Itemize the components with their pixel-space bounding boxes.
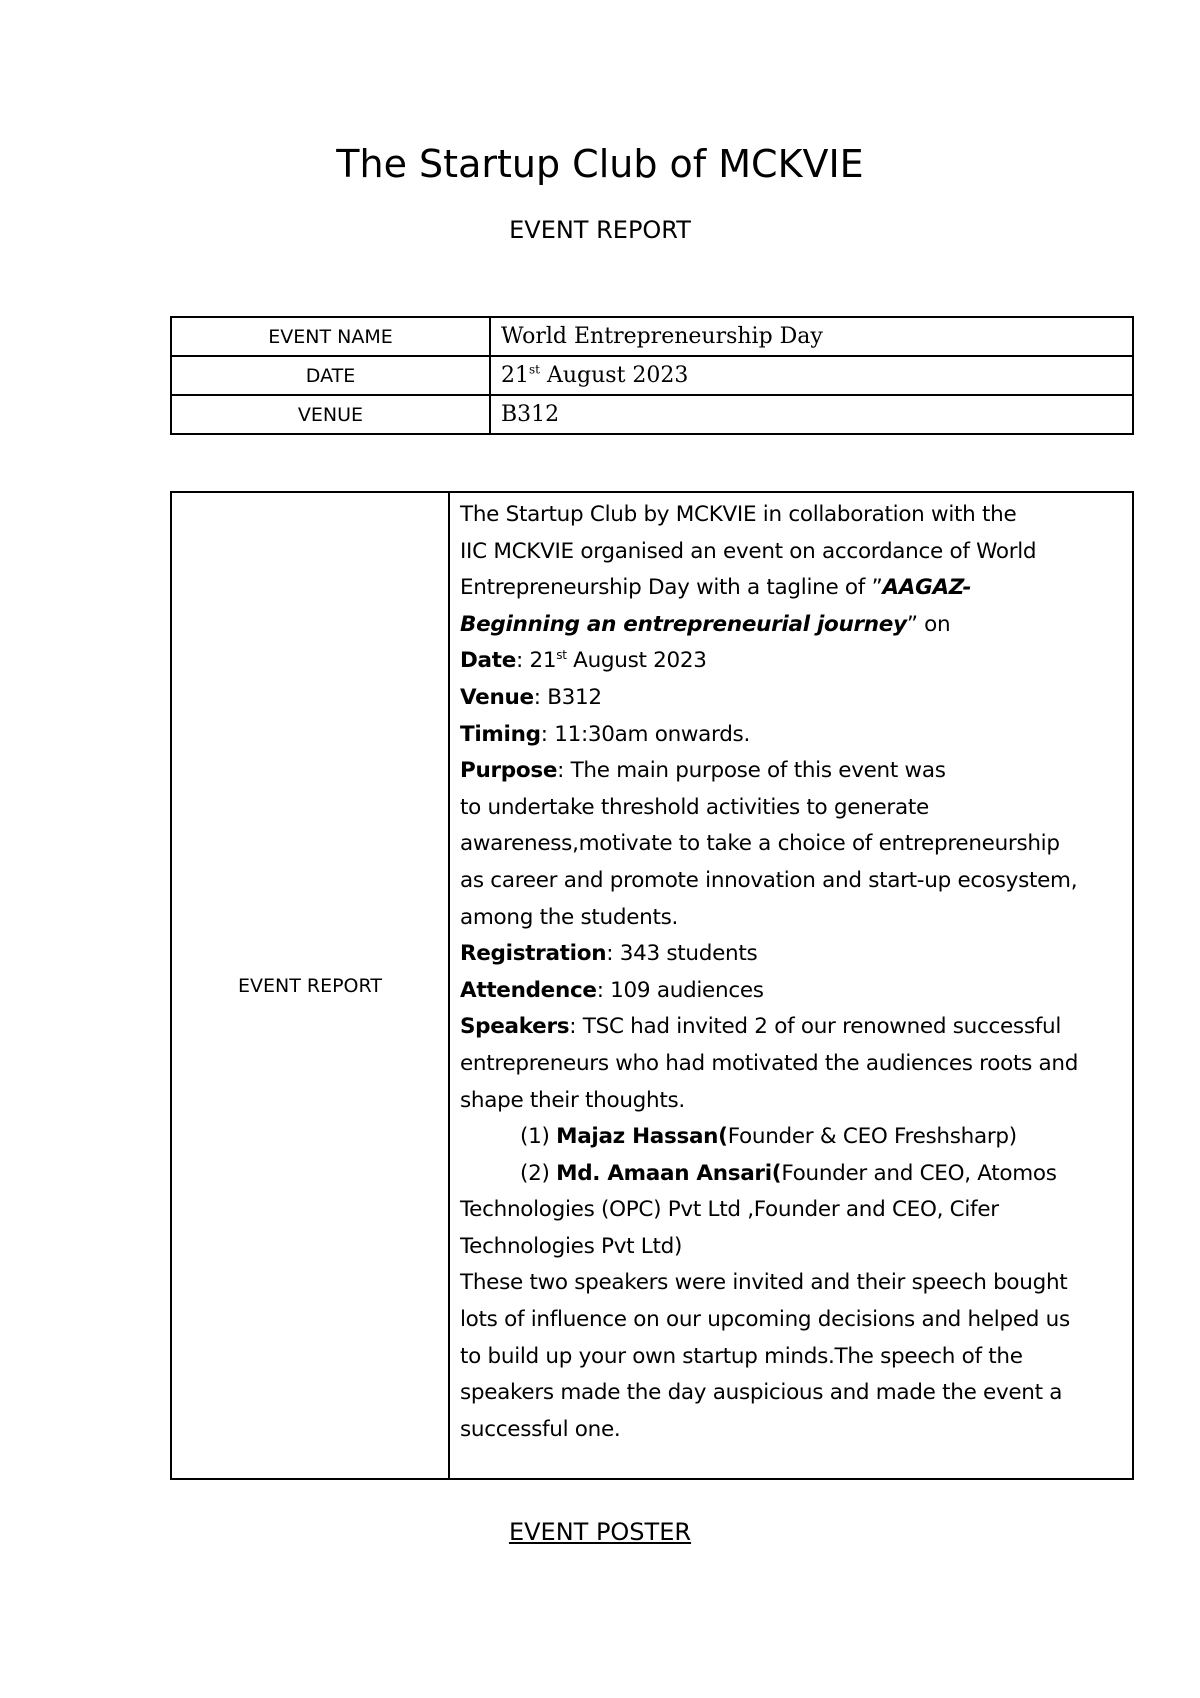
tagline-part-a: AAGAZ- xyxy=(882,575,972,601)
date-suffix: st xyxy=(529,362,540,377)
purpose-field-label: Purpose xyxy=(460,758,558,784)
report-venue-line xyxy=(460,680,1122,717)
report-label: EVENT REPORT xyxy=(171,492,449,1479)
tagline-end: ” on xyxy=(906,611,951,637)
report-closing-line: to build up your own startup minds.The speech of the xyxy=(460,1343,1023,1369)
venue-value: B312 xyxy=(490,395,1133,434)
speaker-role: Founder and CEO, Atomos xyxy=(781,1160,1057,1186)
report-closing-line: These two speakers were invited and their speech bought xyxy=(460,1270,1068,1296)
table-row xyxy=(171,492,1133,1479)
poster-heading-container xyxy=(0,1516,1200,1548)
report-closing-line: lots of influence on our upcoming decisions and helped us xyxy=(460,1307,1070,1333)
document-subtitle: EVENT REPORT xyxy=(509,216,691,244)
venue-label: VENUE xyxy=(171,395,490,434)
purpose-text: : The main purpose of this event was xyxy=(557,758,946,784)
table-row xyxy=(171,356,1133,395)
speaker-item xyxy=(460,1119,1122,1156)
poster-heading: EVENT POSTER xyxy=(508,1518,692,1546)
speaker-name: Majaz Hassan( xyxy=(556,1124,728,1150)
registration-field-label: Registration xyxy=(460,941,607,967)
report-attendence-line xyxy=(460,973,1122,1010)
tagline-part-b: Beginning an entrepreneurial journey xyxy=(460,611,907,637)
date-day: 21 xyxy=(501,363,529,388)
report-closing-line: speakers made the day auspicious and made the event a xyxy=(460,1380,1063,1406)
speaker-name: Md. Amaan Ansari( xyxy=(556,1160,782,1186)
report-purpose-line: as career and promote innovation and start-up ecosystem, xyxy=(460,867,1078,893)
speaker-role: Founder & CEO Freshsharp) xyxy=(727,1124,1017,1150)
date-field-label: Date xyxy=(460,648,517,674)
date-field-suffix: st xyxy=(556,648,567,663)
date-rest: August 2023 xyxy=(539,363,689,388)
speaker-role-continued: Technologies Pvt Ltd) xyxy=(460,1233,683,1259)
event-name-label: EVENT NAME xyxy=(171,317,490,356)
date-field-rest: August 2023 xyxy=(566,648,707,674)
speaker-number: (2) xyxy=(520,1160,557,1186)
event-name-value: World Entrepreneurship Day xyxy=(490,317,1133,356)
timing-field-value: : 11:30am onwards. xyxy=(540,721,750,747)
document-title: The Startup Club of MCKVIE xyxy=(336,142,864,186)
report-intro-line xyxy=(460,570,1122,607)
speaker-item xyxy=(460,1156,1122,1193)
intro-text: Entrepreneurship Day with a tagline of ” xyxy=(460,575,883,601)
report-closing-line: successful one. xyxy=(460,1416,621,1442)
attendence-field-value: : 109 audiences xyxy=(596,977,764,1003)
report-purpose-line: to undertake threshold activities to generate xyxy=(460,794,929,820)
report-purpose-line: among the students. xyxy=(460,904,679,930)
report-timing-line xyxy=(460,717,1122,754)
report-speakers-line: shape their thoughts. xyxy=(460,1087,685,1113)
attendence-field-label: Attendence xyxy=(460,977,597,1003)
report-date-line xyxy=(460,643,1122,680)
event-report-table xyxy=(170,491,1134,1480)
report-purpose-line: awareness,motivate to take a choice of entrepreneurship xyxy=(460,831,1060,857)
report-intro-line: The Startup Club by MCKVIE in collaboration with the xyxy=(460,502,1017,527)
report-speakers-line xyxy=(460,1009,1122,1046)
date-label: DATE xyxy=(171,356,490,395)
speakers-field-label: Speakers xyxy=(460,1014,570,1040)
timing-field-label: Timing xyxy=(460,721,541,747)
venue-field-value: : B312 xyxy=(533,684,602,710)
speaker-number: (1) xyxy=(520,1124,557,1150)
report-intro-line: IIC MCKVIE organised an event on accordance of World xyxy=(460,538,1037,564)
speakers-text: : TSC had invited 2 of our renowned successful xyxy=(569,1014,1061,1040)
table-row xyxy=(171,395,1133,434)
venue-field-label: Venue xyxy=(460,684,534,710)
report-body xyxy=(449,492,1133,1479)
date-value xyxy=(490,356,1133,395)
speaker-role-continued: Technologies (OPC) Pvt Ltd ,Founder and CEO, Cifer xyxy=(460,1197,999,1223)
report-tagline-line xyxy=(460,607,1122,644)
date-field-value: : 21 xyxy=(516,648,557,674)
event-info-table xyxy=(170,316,1134,435)
registration-field-value: : 343 students xyxy=(606,941,758,967)
table-row xyxy=(171,317,1133,356)
report-registration-line xyxy=(460,936,1122,973)
report-purpose-line xyxy=(460,753,1122,790)
report-speakers-line: entrepreneurs who had motivated the audiences roots and xyxy=(460,1050,1079,1076)
